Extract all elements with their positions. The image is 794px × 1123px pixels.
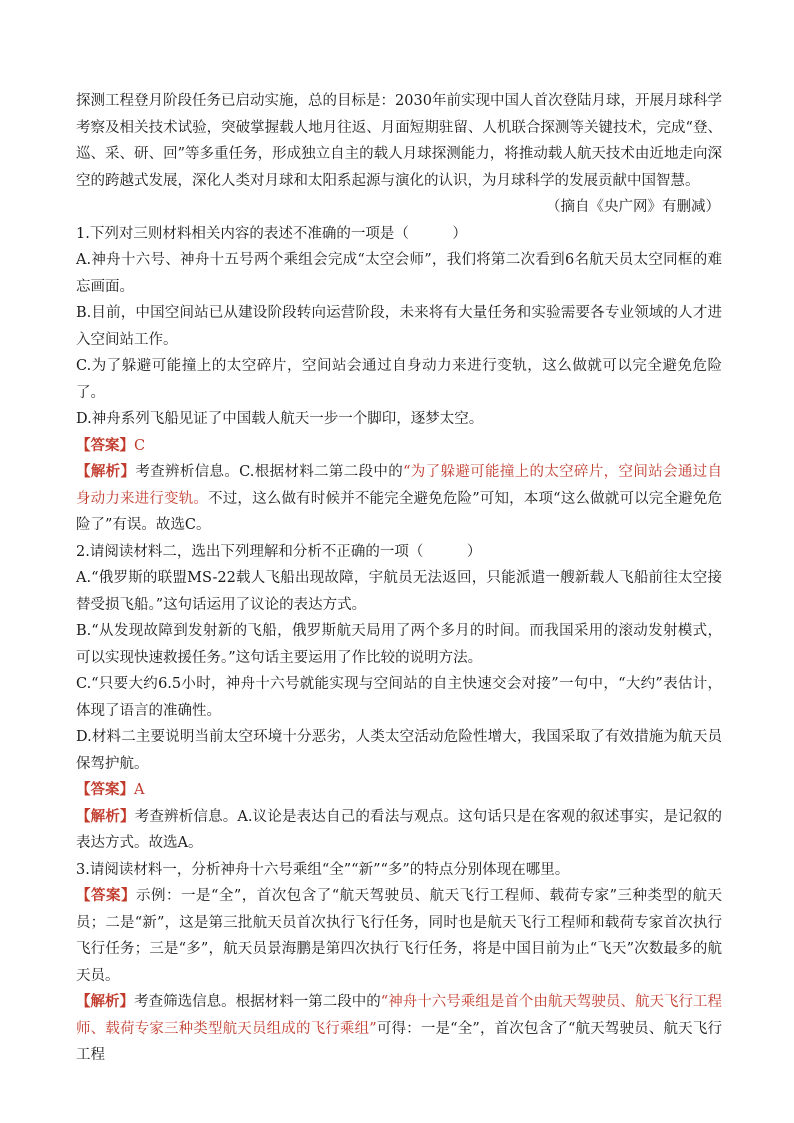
- analysis-label: 【解析】: [76, 463, 136, 480]
- question-1-option-c: C.为了躲避可能撞上的太空碎片，空间站会通过自身动力来进行变轨，这么做就可以完全避免危险了。: [76, 358, 722, 401]
- question-2-stem: 2.请阅读材料二，选出下列理解和分析不正确的一项（ ）: [76, 543, 482, 560]
- question-2-option-c: C.“只要大约6.5小时，神舟十六号就能实现与空间站的自主快速交会对接”一句中，“大约”表估计，体现了语言的准确性。: [76, 676, 722, 719]
- question-1-option-d: D.神舟系列飞船见证了中国载人航天一步一个脚印，逐梦太空。: [76, 411, 484, 427]
- analysis-text-continued: 可得：一是“全”，首次包含了“航天驾驶员、航天飞行工程: [76, 1020, 722, 1063]
- source-citation: （摘自《央广网》有删减）: [546, 199, 720, 215]
- analysis-quote: “为了躲避可能撞上的太空碎片，空间站会通过自身动力来进行变轨。: [76, 464, 723, 507]
- answer-value: C: [134, 437, 146, 454]
- answer-label: 【答案】: [76, 887, 136, 904]
- answer-label: 【答案】: [76, 781, 134, 798]
- analysis-label: 【解析】: [76, 807, 135, 825]
- question-2-option-a: A.“俄罗斯的联盟MS-22载人飞船出现故障，宇航员无法返回，只能派遣一艘新载人飞船前往太空接替受损飞船。”这句话运用了议论的表达方式。: [76, 570, 722, 613]
- question-1-stem: 1.下列对三则材料相关内容的表述不准确的一项是（ ）: [76, 225, 467, 242]
- question-3-analysis: [76, 989, 722, 1069]
- question-2-answer: [76, 777, 722, 804]
- answer-text: 示例：一是“全”，首次包含了“航天驾驶员、航天飞行工程师、载荷专家”三种类型的航天员；二是“新”，这是第三批航天员首次执行飞行任务，同时也是航天飞行工程师和载荷专家首次执行飞行任务；三是“多”，航天员景海鹏是第四次执行飞行任务，将是中国目前为止“飞天”次数最多的航天员。: [76, 888, 723, 984]
- question-1-answer: [76, 433, 722, 460]
- question-1-option-a: A.神舟十六号、神舟十五号两个乘组会完成“太空会师”，我们将第二次看到6名航天员太空同框的难忘画面。: [76, 252, 722, 295]
- analysis-text: 考查辨析信息。A.议论是表达自己的看法与观点。这句话只是在客观的叙述事实，是记叙的表达方式。故选A。: [76, 808, 723, 851]
- answer-value: A: [134, 782, 145, 798]
- question-3-answer: [76, 883, 722, 989]
- analysis-quote: “神舟十六号乘组是首个由航天驾驶员、航天飞行工程师、载荷专家三种类型航天员组成的飞行乘组”: [76, 994, 723, 1037]
- analysis-label: 【解析】: [76, 993, 135, 1010]
- question-2-option-d: D.材料二主要说明当前太空环境十分恶劣，人类太空活动危险性增大，我国采取了有效措施为航天员保驾护航。: [76, 729, 722, 772]
- answer-label: 【答案】: [76, 436, 134, 454]
- analysis-text: 考查辨析信息。C.根据材料二第二段中的: [135, 464, 404, 480]
- question-1-analysis: [76, 459, 722, 539]
- intro-paragraph: 探测工程登月阶段任务已启动实施，总的目标是：2030年前实现中国人首次登陆月球，开展月球科学考察及相关技术试验，突破掌握载人地月往返、月面短期驻留、人机联合探测等关键技术，完成“登、巡、采、研、回”等多重任务，形成独立自主的载人月球探测能力，将推动载人航天技术由近地走向深空的跨越式发展，深化人类对月球和太阳系起源与演化的认识，为月球科学的发展贡献中国智慧。: [76, 93, 722, 189]
- question-2-option-b: B.“从发现故障到发射新的飞船，俄罗斯航天局用了两个多月的时间。而我国采用的滚动发射模式，可以实现快速救援任务。”这句话主要运用了作比较的说明方法。: [76, 623, 722, 666]
- analysis-text: 考查筛选信息。根据材料一第二段中的: [134, 994, 381, 1010]
- question-3-stem: 3.请阅读材料一，分析神舟十六号乘组“全”“新”“多”的特点分别体现在哪里。: [76, 861, 570, 878]
- question-2-analysis: [76, 804, 722, 857]
- analysis-text-continued: 不过，这么做有时候并不能完全避免危险”可知，本项“这么做就可以完全避免危险了”有误。故选C。: [76, 490, 723, 533]
- question-1-option-b: B.目前，中国空间站已从建设阶段转向运营阶段，未来将有大量任务和实验需要各专业领域的人才进入空间站工作。: [76, 305, 722, 348]
- document-page: [76, 88, 722, 1069]
